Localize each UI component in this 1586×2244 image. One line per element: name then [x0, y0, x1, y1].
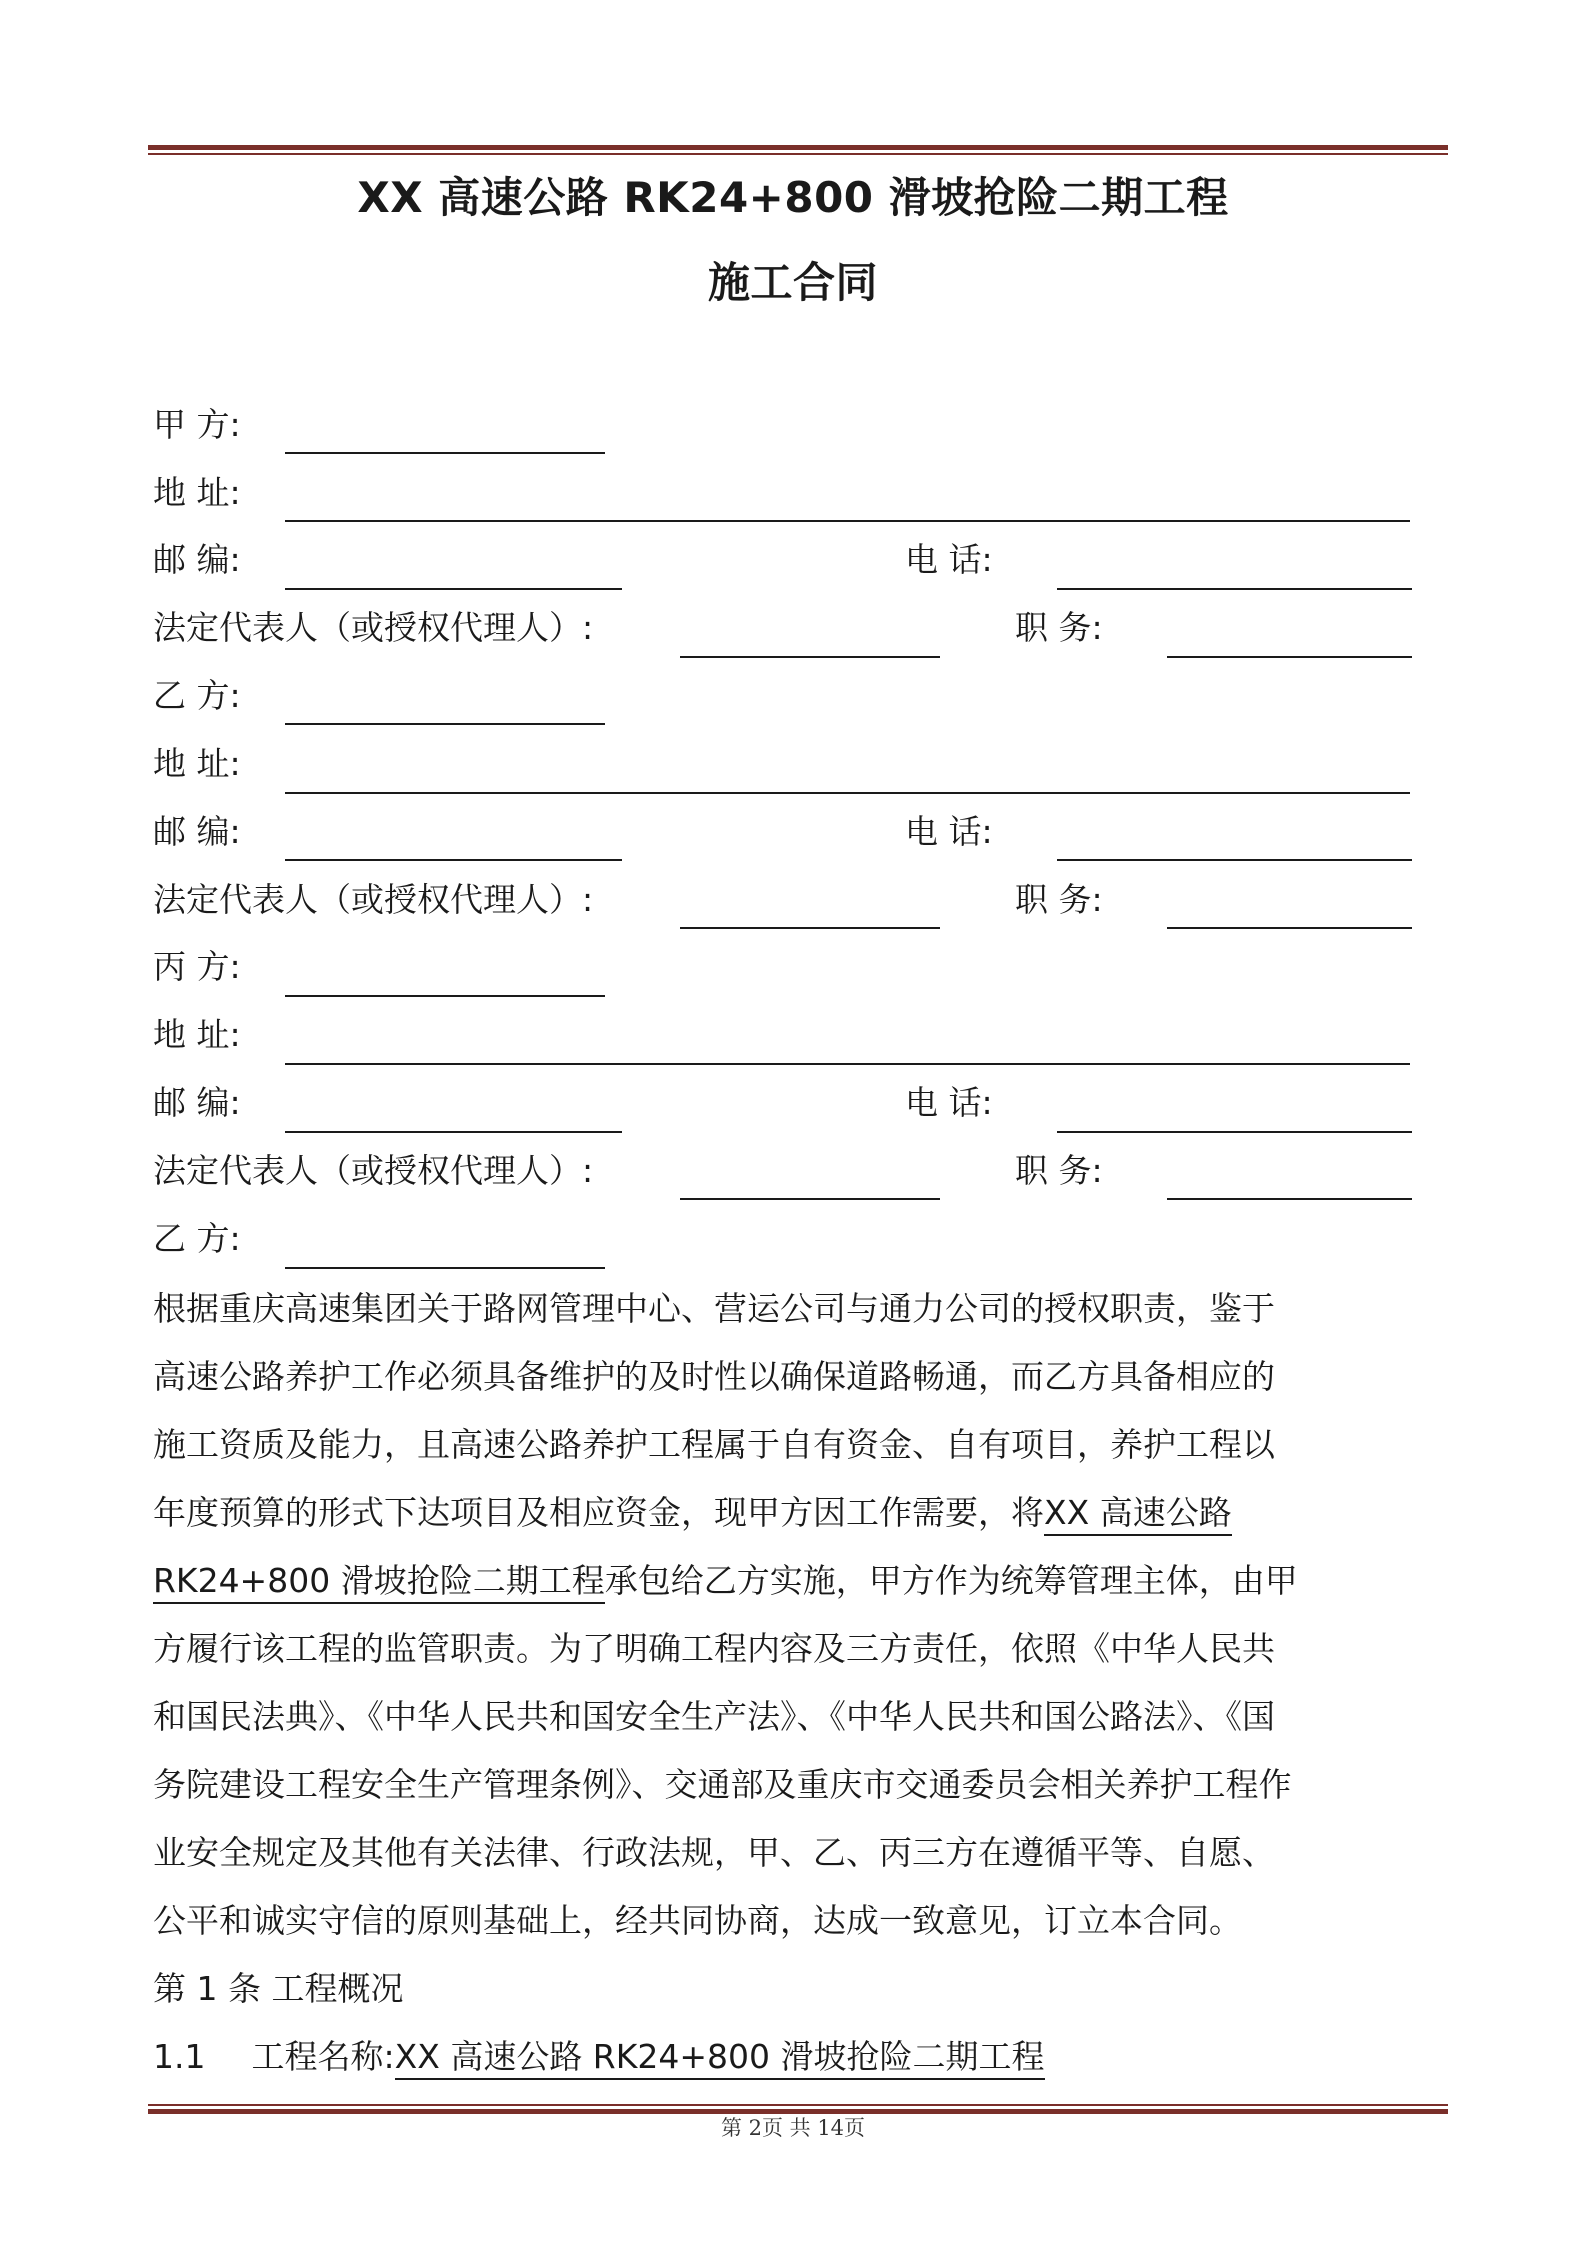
- preamble-line: 高速公路养护工作必须具备维护的及时性以确保道路畅通，而乙方具备相应的: [153, 1357, 1275, 1396]
- party-a-address-field[interactable]: [285, 520, 1410, 522]
- preamble-line: 和国民法典》、《中华人民共和国安全生产法》、《中华人民共和国公路法》、《国: [153, 1697, 1275, 1736]
- item-number: 1.1: [153, 2037, 206, 2076]
- party-b-phone-label: 电 话:: [905, 812, 993, 851]
- preamble-line: [153, 1479, 1453, 1547]
- party-c-position-field[interactable]: [1167, 1198, 1412, 1200]
- preamble-line: 务院建设工程安全生产管理条例》、交通部及重庆市交通委员会相关养护工程作: [153, 1765, 1292, 1804]
- party-b-postcode-label: 邮 编:: [153, 812, 241, 851]
- party-a-position-field[interactable]: [1167, 656, 1412, 658]
- party-c-rep-field[interactable]: [680, 1198, 940, 1200]
- party-c-postcode-field[interactable]: [285, 1131, 622, 1133]
- party-b-postcode-field[interactable]: [285, 859, 622, 861]
- preamble-line: 根据重庆高速集团关于路网管理中心、营运公司与通力公司的授权职责，鉴于: [153, 1289, 1275, 1328]
- party-b-field[interactable]: [285, 723, 605, 725]
- party-a-address-label: 地 址:: [153, 473, 241, 512]
- preamble-paragraph: [153, 1275, 1453, 1955]
- party-c-address-label: 地 址:: [153, 1015, 241, 1054]
- party-b-address-label: 地 址:: [153, 744, 241, 783]
- article-1-heading: 第 1 条 工程概况: [153, 1969, 404, 2008]
- project-name-underlined: RK24+800 滑坡抢险二期工程: [153, 1561, 605, 1604]
- party-b-repeat-field[interactable]: [285, 1267, 605, 1269]
- party-b-label: 乙 方:: [153, 676, 241, 715]
- party-a-postcode-field[interactable]: [285, 588, 622, 590]
- document-title: XX 高速公路 RK24+800 滑坡抢险二期工程: [357, 173, 1229, 222]
- party-c-phone-field[interactable]: [1057, 1131, 1412, 1133]
- party-a-phone-field[interactable]: [1057, 588, 1412, 590]
- preamble-text: 年度预算的形式下达项目及相应资金，现甲方因工作需要，将: [153, 1493, 1044, 1532]
- preamble-line: 方履行该工程的监管职责。为了明确工程内容及三方责任，依照《中华人民共: [153, 1629, 1275, 1668]
- party-a-phone-label: 电 话:: [905, 540, 993, 579]
- project-name-value: XX 高速公路 RK24+800 滑坡抢险二期工程: [395, 2037, 1045, 2080]
- party-c-field[interactable]: [285, 995, 605, 997]
- party-b-position-label: 职 务:: [1015, 880, 1103, 919]
- header-rule-thin: [148, 153, 1448, 155]
- party-a-rep-field[interactable]: [680, 656, 940, 658]
- article-1-item: [153, 2023, 1453, 2091]
- page-number: 第 2页 共 14页: [720, 2116, 866, 2140]
- header-rule: [148, 145, 1448, 155]
- preamble-line: 公平和诚实守信的原则基础上，经共同协商，达成一致意见，订立本合同。: [153, 1901, 1242, 1940]
- party-c-label: 丙 方:: [153, 947, 241, 986]
- party-a-rep-label: 法定代表人（或授权代理人）:: [153, 608, 594, 647]
- party-b-repeat-label: 乙 方:: [153, 1219, 241, 1258]
- party-c-address-field[interactable]: [285, 1063, 1410, 1065]
- preamble-line: [153, 1547, 1453, 1615]
- party-c-position-label: 职 务:: [1015, 1151, 1103, 1190]
- party-b-phone-field[interactable]: [1057, 859, 1412, 861]
- party-c-phone-label: 电 话:: [905, 1083, 993, 1122]
- party-b-address-field[interactable]: [285, 792, 1410, 794]
- party-b-rep-label: 法定代表人（或授权代理人）:: [153, 880, 594, 919]
- party-c-rep-label: 法定代表人（或授权代理人）:: [153, 1151, 594, 1190]
- preamble-line: 业安全规定及其他有关法律、行政法规，甲、乙、丙三方在遵循平等、自愿、: [153, 1833, 1275, 1872]
- footer-rule-thin: [148, 2104, 1448, 2106]
- party-a-field[interactable]: [285, 452, 605, 454]
- party-a-position-label: 职 务:: [1015, 608, 1103, 647]
- preamble-line: 施工资质及能力，且高速公路养护工程属于自有资金、自有项目，养护工程以: [153, 1425, 1275, 1464]
- party-a-label: 甲 方:: [153, 405, 241, 444]
- preamble-text: 承包给乙方实施，甲方作为统筹管理主体，由甲: [604, 1561, 1298, 1600]
- header-rule-thick: [148, 145, 1448, 150]
- party-a-postcode-label: 邮 编:: [153, 540, 241, 579]
- party-c-postcode-label: 邮 编:: [153, 1083, 241, 1122]
- party-b-rep-field[interactable]: [680, 927, 940, 929]
- item-label: 工程名称:: [251, 2037, 395, 2076]
- project-name-underlined: XX 高速公路: [1044, 1493, 1232, 1536]
- party-b-position-field[interactable]: [1167, 927, 1412, 929]
- document-subtitle: 施工合同: [707, 258, 878, 307]
- article-1-section: [153, 1955, 1453, 2091]
